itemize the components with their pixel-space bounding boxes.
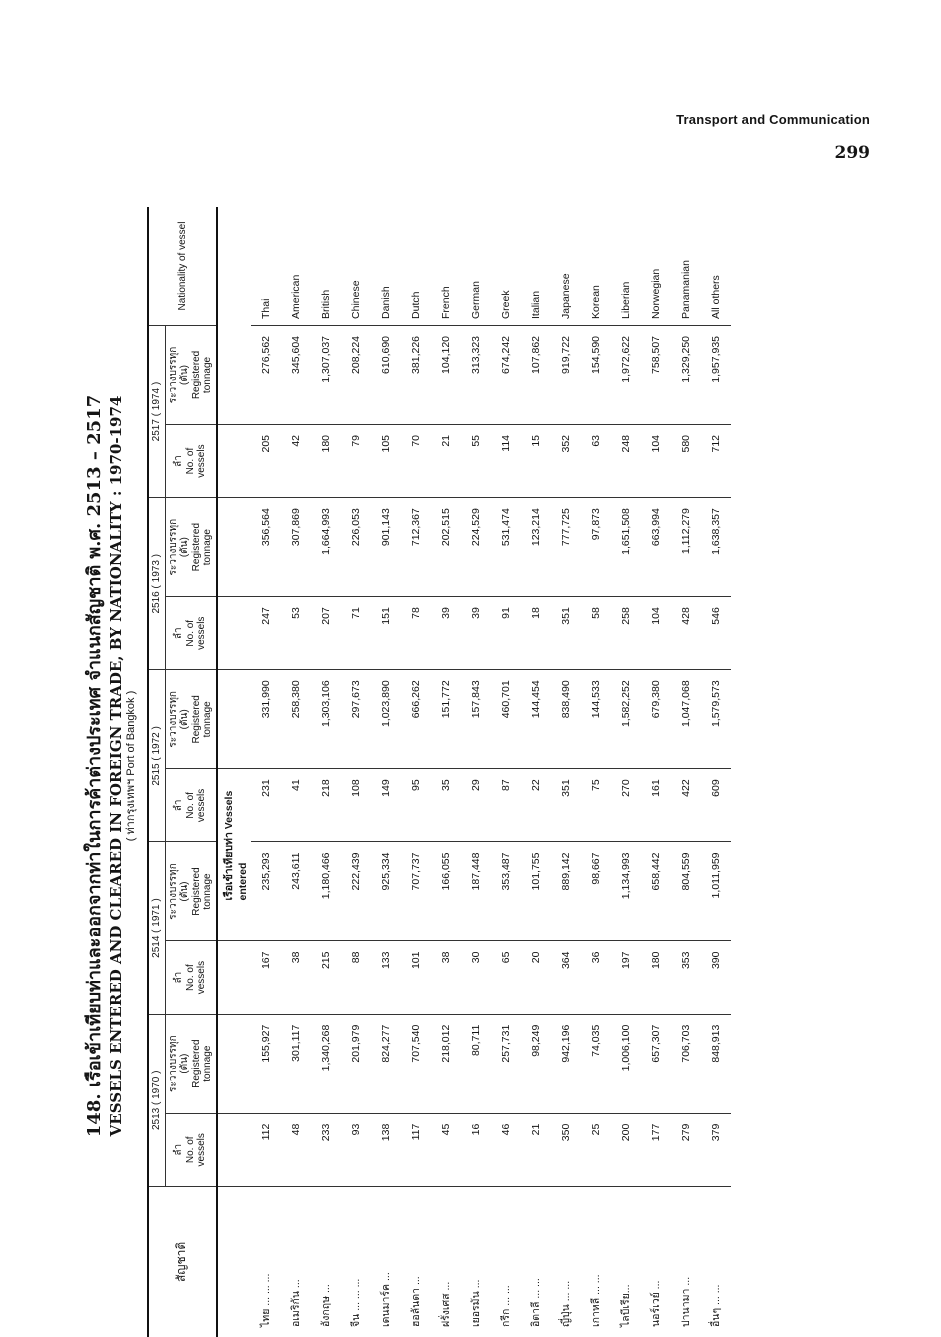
table-row [671,207,701,1337]
table-body [217,207,731,1337]
cell-tonnage: 657,307 [641,1014,671,1113]
cell-tonnage: 101,755 [521,842,551,941]
cell-vessels: 22 [521,769,551,842]
year-header-1973: 2516 ( 1973 ) [148,498,165,670]
title-port: ( ท่ากรุงเทพฯ Port of Bangkok ) [125,690,138,842]
table-row [401,207,431,1337]
cell-vessels: 270 [611,769,641,842]
subheader-vessels: ลำ No. of vessels [165,597,217,670]
cell-vessels: 29 [461,769,491,842]
cell-vessels: 41 [281,769,311,842]
cell-vessels: 55 [461,424,491,497]
cell-tonnage: 297,673 [341,670,371,769]
row-label-thai: ฝรั่งเศส ... [440,1281,452,1327]
subheader-vessels: ลำ No. of vessels [165,941,217,1014]
cell-vessels: 114 [491,424,521,497]
year-header-1970: 2513 ( 1970 ) [148,1014,165,1186]
cell-tonnage: 257,731 [491,1014,521,1113]
table-row [341,207,371,1337]
cell-vessels: 63 [581,424,611,497]
cell-vessels: 351 [551,597,581,670]
table-row [641,207,671,1337]
cell-vessels: 91 [491,597,521,670]
cell-vessels: 38 [431,941,461,1014]
cell-vessels: 21 [521,1113,551,1186]
subheader-tonnage: ระวางบรรทุก (ตัน) Registered tonnage [165,498,217,597]
cell-vessels: 215 [311,941,341,1014]
cell-tonnage: 1,047,068 [671,670,701,769]
table-title [84,195,139,1337]
year-header-1971: 2514 ( 1971 ) [148,842,165,1014]
cell-vessels: 422 [671,769,701,842]
cell-vessels: 177 [641,1113,671,1186]
cell-tonnage: 679,380 [641,670,671,769]
cell-tonnage: 222,439 [341,842,371,941]
row-label-thai: ไทย ... ... ... [260,1273,272,1327]
cell-vessels: 93 [341,1113,371,1186]
cell-tonnage: 804,559 [671,842,701,941]
table-row [371,207,401,1337]
page-number: 299 [834,143,870,163]
cell-tonnage: 1,638,357 [701,498,731,597]
table-row [551,207,581,1337]
cell-vessels: 75 [581,769,611,842]
cell-tonnage: 663,994 [641,498,671,597]
row-label-thai: ฮอลันดา ... [410,1276,422,1327]
row-label-english: Liberian [611,207,641,325]
cell-vessels: 390 [701,941,731,1014]
row-label-thai: ญี่ปุ่น ... ... [560,1280,572,1327]
cell-vessels: 95 [401,769,431,842]
cell-tonnage: 301,117 [281,1014,311,1113]
cell-vessels: 200 [611,1113,641,1186]
row-label-thai: อังกฤษ ... [320,1284,332,1327]
cell-tonnage: 1,664,993 [311,498,341,597]
cell-tonnage: 848,913 [701,1014,731,1113]
cell-tonnage: 258,380 [281,670,311,769]
cell-tonnage: 353,487 [491,842,521,941]
cell-tonnage: 144,454 [521,670,551,769]
subheader-vessels: ลำ No. of vessels [165,424,217,497]
row-label-english: Greek [491,207,521,325]
cell-tonnage: 98,667 [581,842,611,941]
row-label-english: Italian [521,207,551,325]
cell-tonnage: 942,196 [551,1014,581,1113]
row-label-thai: กรีก ... ... [500,1285,512,1327]
cell-tonnage: 1,006,100 [611,1014,641,1113]
table-row [461,207,491,1337]
cell-tonnage: 202,515 [431,498,461,597]
cell-vessels: 104 [641,597,671,670]
cell-tonnage: 824,277 [371,1014,401,1113]
subheader-vessels: ลำ No. of vessels [165,1113,217,1186]
row-label-english: Danish [371,207,401,325]
cell-vessels: 167 [251,941,281,1014]
cell-vessels: 248 [611,424,641,497]
cell-tonnage: 381,226 [401,325,431,424]
cell-tonnage: 313,323 [461,325,491,424]
cell-tonnage: 919,722 [551,325,581,424]
row-label-english: Japanese [551,207,581,325]
cell-tonnage: 1,972,622 [611,325,641,424]
cell-tonnage: 531,474 [491,498,521,597]
year-header-1974: 2517 ( 1974 ) [148,325,165,497]
cell-tonnage: 356,564 [251,498,281,597]
cell-tonnage: 901,143 [371,498,401,597]
rotated-table-block [84,195,804,1337]
cell-vessels: 101 [401,941,431,1014]
section-label-entered: เรือเข้าเทียบท่า Vessels entered [217,769,251,941]
row-label-english: Norwegian [641,207,671,325]
cell-vessels: 350 [551,1113,581,1186]
cell-tonnage: 758,507 [641,325,671,424]
cell-tonnage: 208,224 [341,325,371,424]
cell-tonnage: 658,442 [641,842,671,941]
cell-vessels: 353 [671,941,701,1014]
cell-tonnage: 155,927 [251,1014,281,1113]
cell-tonnage: 80,711 [461,1014,491,1113]
cell-vessels: 712 [701,424,731,497]
cell-vessels: 180 [641,941,671,1014]
cell-vessels: 108 [341,769,371,842]
cell-vessels: 112 [251,1113,281,1186]
row-label-english: French [431,207,461,325]
cell-tonnage: 706,703 [671,1014,701,1113]
cell-tonnage: 104,120 [431,325,461,424]
page-header [676,112,870,163]
row-label-english: All others [701,207,731,325]
cell-vessels: 48 [281,1113,311,1186]
cell-vessels: 205 [251,424,281,497]
cell-tonnage: 1,579,573 [701,670,731,769]
row-label-thai: เดนมาร์ค ... [380,1272,392,1327]
cell-tonnage: 201,979 [341,1014,371,1113]
row-label-thai: นอร์เวย์ ... [650,1280,662,1327]
cell-vessels: 105 [371,424,401,497]
cell-tonnage: 107,862 [521,325,551,424]
cell-vessels: 364 [551,941,581,1014]
cell-vessels: 25 [581,1113,611,1186]
cell-vessels: 88 [341,941,371,1014]
cell-vessels: 18 [521,597,551,670]
table-row [581,207,611,1337]
vessels-table [147,207,731,1337]
cell-vessels: 39 [461,597,491,670]
cell-tonnage: 345,604 [281,325,311,424]
table-row [431,207,461,1337]
cell-tonnage: 276,562 [251,325,281,424]
row-label-english: Chinese [341,207,371,325]
cell-vessels: 133 [371,941,401,1014]
cell-tonnage: 98,249 [521,1014,551,1113]
cell-tonnage: 123,214 [521,498,551,597]
cell-tonnage: 187,448 [461,842,491,941]
cell-vessels: 379 [701,1113,731,1186]
cell-vessels: 247 [251,597,281,670]
row-label-english: British [311,207,341,325]
title-english: VESSELS ENTERED AND CLEARED IN FOREIGN TRADE, BY NATIONALITY : 1970-1974 [106,395,125,1137]
cell-vessels: 197 [611,941,641,1014]
cell-vessels: 351 [551,769,581,842]
cell-tonnage: 235,293 [251,842,281,941]
row-label-thai: เยอรมัน ... [470,1279,482,1327]
cell-vessels: 233 [311,1113,341,1186]
cell-tonnage: 610,690 [371,325,401,424]
cell-vessels: 65 [491,941,521,1014]
cell-vessels: 36 [581,941,611,1014]
row-label-thai: อื่นๆ ... ... [710,1284,722,1327]
cell-tonnage: 838,490 [551,670,581,769]
cell-vessels: 180 [311,424,341,497]
cell-vessels: 279 [671,1113,701,1186]
cell-tonnage: 157,843 [461,670,491,769]
table-row [251,207,281,1337]
cell-vessels: 46 [491,1113,521,1186]
row-label-english: American [281,207,311,325]
year-header-1972: 2515 ( 1972 ) [148,670,165,842]
cell-vessels: 87 [491,769,521,842]
cell-tonnage: 1,011,959 [701,842,731,941]
cell-tonnage: 307,869 [281,498,311,597]
row-label-thai: เกาหลี ... ... [590,1274,602,1327]
cell-tonnage: 666,262 [401,670,431,769]
cell-vessels: 79 [341,424,371,497]
cell-vessels: 21 [431,424,461,497]
cell-vessels: 38 [281,941,311,1014]
table-row [491,207,521,1337]
row-label-thai: อิตาลี ... ... [530,1278,542,1327]
cell-vessels: 149 [371,769,401,842]
subheader-tonnage: ระวางบรรทุก (ตัน) Registered tonnage [165,1014,217,1113]
cell-tonnage: 154,590 [581,325,611,424]
title-thai: 148. เรือเข้าเทียบท่าและออกจากท่าในการค้าต่างประเทศ จำแนกสัญชาติ พ.ศ. 2513 – 2517 [84,394,105,1138]
cell-tonnage: 889,142 [551,842,581,941]
cell-tonnage: 1,957,935 [701,325,731,424]
row-label-thai: ไลบีเรีย... [620,1284,632,1327]
cell-tonnage: 1,307,037 [311,325,341,424]
cell-tonnage: 925,334 [371,842,401,941]
cell-tonnage: 74,035 [581,1014,611,1113]
cell-tonnage: 1,180,466 [311,842,341,941]
cell-vessels: 78 [401,597,431,670]
row-label-english: German [461,207,491,325]
cell-tonnage: 331,990 [251,670,281,769]
cell-vessels: 609 [701,769,731,842]
section-title: Transport and Communication [676,112,870,127]
cell-vessels: 580 [671,424,701,497]
cell-tonnage: 1,651,508 [611,498,641,597]
cell-vessels: 231 [251,769,281,842]
cell-tonnage: 151,772 [431,670,461,769]
cell-tonnage: 1,134,993 [611,842,641,941]
cell-tonnage: 1,340,268 [311,1014,341,1113]
cell-vessels: 53 [281,597,311,670]
subheader-tonnage: ระวางบรรทุก (ตัน) Registered tonnage [165,842,217,941]
section-row [217,207,251,1337]
cell-vessels: 104 [641,424,671,497]
cell-tonnage: 144,533 [581,670,611,769]
cell-vessels: 161 [641,769,671,842]
row-label-thai: จีน ... ... ... [350,1278,362,1327]
table-row [611,207,641,1337]
col-header-english: Nationality of vessel [148,207,217,325]
cell-vessels: 45 [431,1113,461,1186]
cell-vessels: 428 [671,597,701,670]
cell-vessels: 30 [461,941,491,1014]
table-row [281,207,311,1337]
cell-vessels: 352 [551,424,581,497]
cell-vessels: 151 [371,597,401,670]
cell-tonnage: 97,873 [581,498,611,597]
row-label-english: Panamanian [671,207,701,325]
cell-tonnage: 224,529 [461,498,491,597]
table-row [521,207,551,1337]
row-label-english: Korean [581,207,611,325]
cell-vessels: 58 [581,597,611,670]
row-label-thai: ปานามา ... [680,1276,692,1327]
table-row [311,207,341,1337]
row-label-thai: อเมริกัน ... [290,1279,302,1327]
cell-vessels: 20 [521,941,551,1014]
cell-tonnage: 243,611 [281,842,311,941]
cell-vessels: 71 [341,597,371,670]
col-header-thai: สัญชาติ [148,1186,217,1337]
row-label-english: Thai [251,207,281,325]
cell-vessels: 42 [281,424,311,497]
table-row [701,207,731,1337]
cell-vessels: 16 [461,1113,491,1186]
cell-tonnage: 226,053 [341,498,371,597]
cell-tonnage: 1,303,106 [311,670,341,769]
subheader-vessels: ลำ No. of vessels [165,769,217,842]
cell-tonnage: 707,540 [401,1014,431,1113]
cell-tonnage: 460,701 [491,670,521,769]
cell-vessels: 207 [311,597,341,670]
row-label-english: Dutch [401,207,431,325]
cell-tonnage: 1,023,890 [371,670,401,769]
cell-tonnage: 777,725 [551,498,581,597]
cell-tonnage: 1,582,252 [611,670,641,769]
cell-tonnage: 707,737 [401,842,431,941]
subheader-tonnage: ระวางบรรทุก (ตัน) Registered tonnage [165,325,217,424]
cell-vessels: 39 [431,597,461,670]
cell-tonnage: 218,012 [431,1014,461,1113]
cell-vessels: 117 [401,1113,431,1186]
cell-tonnage: 1,329,250 [671,325,701,424]
cell-tonnage: 1,112,279 [671,498,701,597]
cell-tonnage: 166,055 [431,842,461,941]
cell-vessels: 15 [521,424,551,497]
cell-tonnage: 712,367 [401,498,431,597]
cell-vessels: 138 [371,1113,401,1186]
cell-vessels: 218 [311,769,341,842]
cell-vessels: 70 [401,424,431,497]
cell-tonnage: 674,242 [491,325,521,424]
cell-vessels: 35 [431,769,461,842]
subheader-tonnage: ระวางบรรทุก (ตัน) Registered tonnage [165,670,217,769]
cell-vessels: 258 [611,597,641,670]
cell-vessels: 546 [701,597,731,670]
